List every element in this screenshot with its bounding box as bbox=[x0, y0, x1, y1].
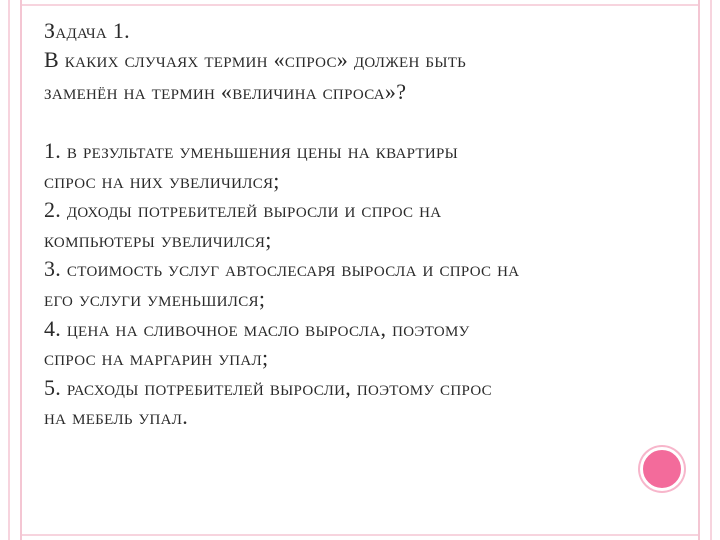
item-line-4: компьютеры увеличился; bbox=[44, 226, 272, 252]
question-line-2: заменён на термин «величина спроса»? bbox=[44, 79, 407, 104]
item-line-8: спрос на маргарин упал; bbox=[44, 345, 269, 371]
question-line-1: В каких случаях термин «спрос» должен быть bbox=[44, 47, 467, 72]
item-line-10: на мебель упал. bbox=[44, 404, 188, 430]
left-decorative-line bbox=[8, 0, 10, 540]
right-decorative-bar bbox=[698, 0, 720, 540]
item-line-3: 2. доходы потребителей выросли и спрос на bbox=[44, 197, 442, 223]
top-decorative-line bbox=[22, 4, 698, 6]
item-line-1: 1. в результате уменьшения цены на квартиры bbox=[44, 138, 459, 163]
right-decorative-line bbox=[710, 0, 712, 540]
slide-content bbox=[44, 18, 644, 432]
pink-circle-decoration bbox=[640, 447, 684, 491]
item-line-2: спрос на них увеличился; bbox=[44, 167, 280, 193]
left-decorative-bar bbox=[0, 0, 22, 540]
spacer bbox=[44, 108, 644, 136]
item-line-9: 5. расходы потребителей выросли, поэтому спрос bbox=[44, 374, 492, 400]
item-line-5: 3. стоимость услуг автослесаря выросла и спрос на bbox=[44, 256, 520, 282]
slide-title: Задача 1. bbox=[44, 18, 130, 43]
item-line-6: его услуги уменьшился; bbox=[44, 285, 266, 311]
bottom-decorative-line bbox=[22, 534, 698, 536]
item-line-7: 4. цена на сливочное масло выросла, поэтому bbox=[44, 315, 470, 341]
